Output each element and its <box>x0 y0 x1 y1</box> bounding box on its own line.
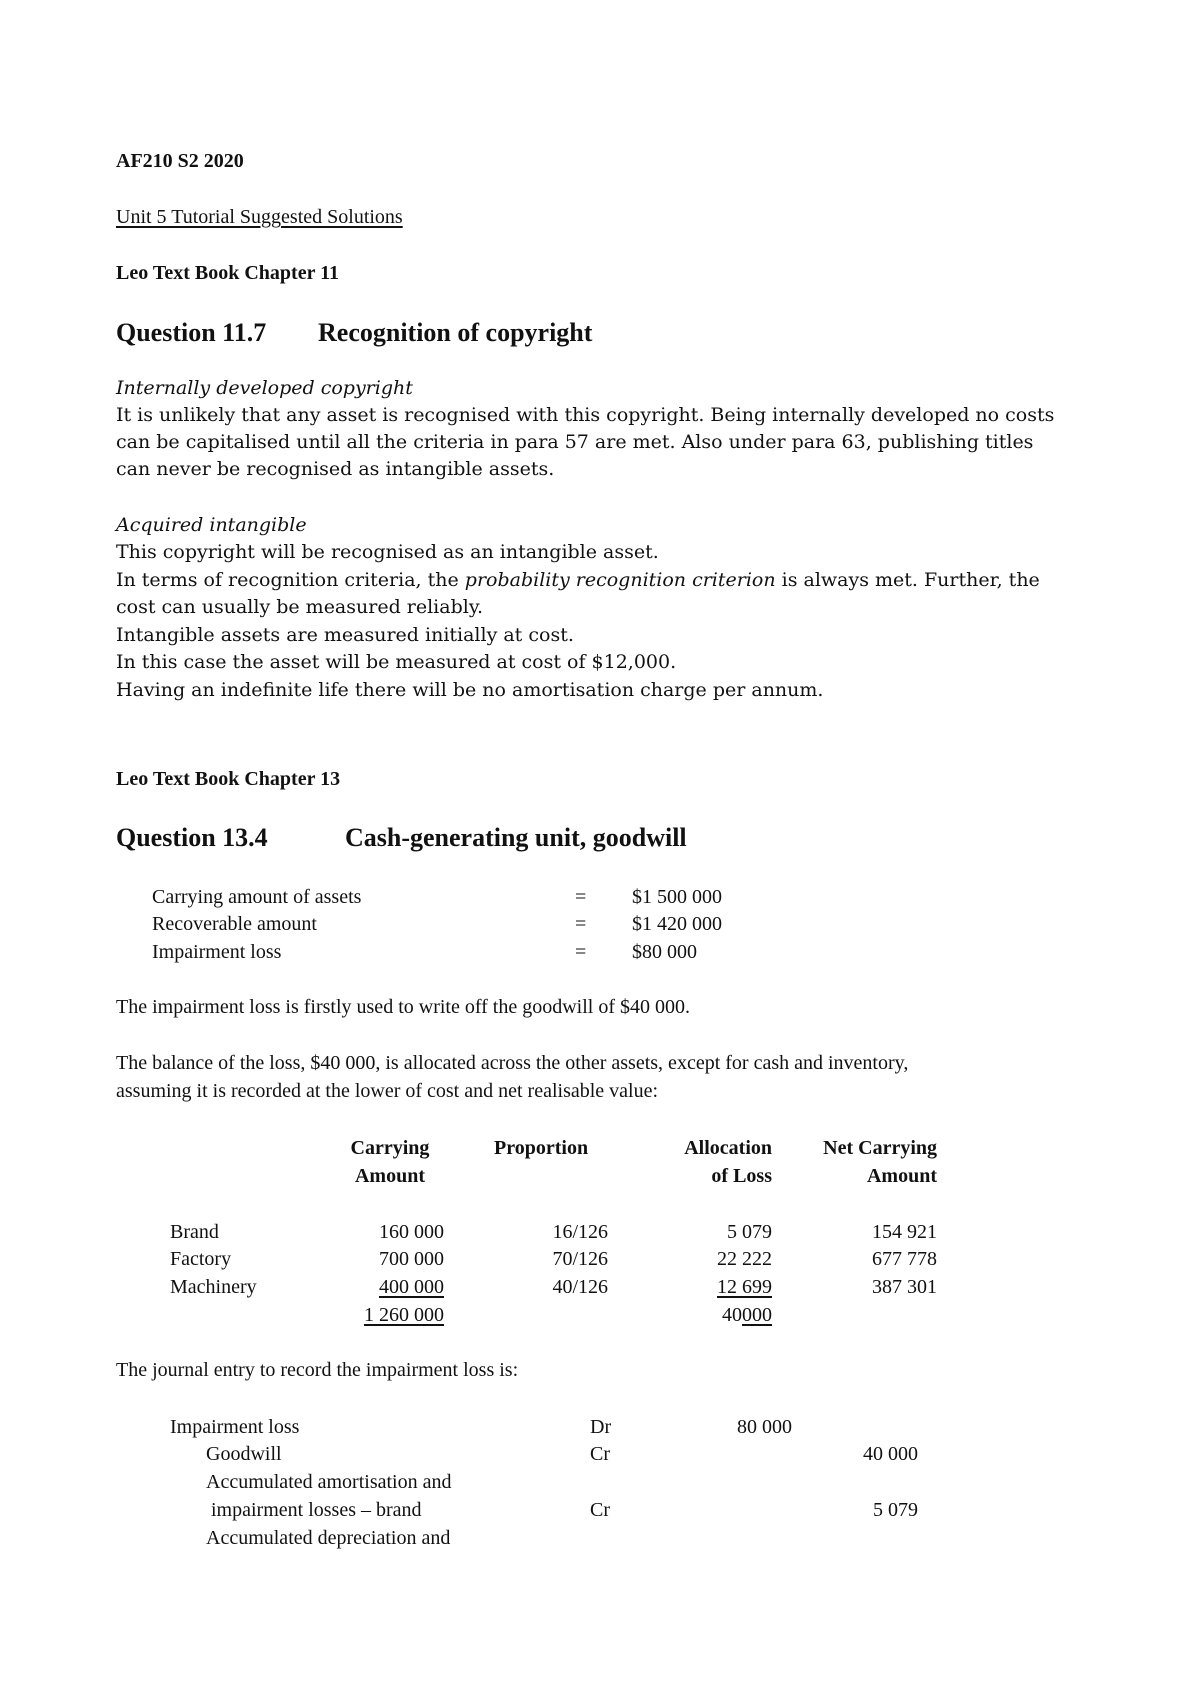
paragraph-balance: The balance of the loss, $40 000, is allocated across the other assets, except for cash and inventory, <box>116 1052 909 1074</box>
internal-line: can be capitalised until all the criteria in para 57 are met. Also under para 63, publishing titles <box>116 431 1034 453</box>
acquired-line-criteria-pre: In terms of recognition criteria, the <box>116 569 465 591</box>
table-cell-net: 154 921 <box>872 1221 937 1243</box>
question-11-7-number: Question 11.7 <box>116 318 267 347</box>
table-cell-proportion: 40/126 <box>552 1276 608 1298</box>
question-13-4-number: Question 13.4 <box>116 823 268 852</box>
table-cell-allocation: 5 079 <box>727 1221 772 1243</box>
chapter-13-heading: Leo Text Book Chapter 13 <box>116 768 341 790</box>
summary-label: Recoverable amount <box>152 913 317 935</box>
internal-heading: Internally developed copyright <box>116 377 413 399</box>
question-13-4-title: Cash-generating unit, goodwill <box>345 823 687 852</box>
journal-account: impairment losses – brand <box>206 1499 422 1521</box>
acquired-line: This copyright will be recognised as an intangible asset. <box>116 541 659 563</box>
total-carrying: 1 260 000 <box>364 1304 444 1326</box>
document-subtitle: Unit 5 Tutorial Suggested Solutions <box>116 206 403 228</box>
probability-criterion-emphasis: probability recognition criterion <box>464 569 776 591</box>
summary-value: $80 000 <box>632 941 697 963</box>
journal-account: Accumulated amortisation and <box>206 1471 452 1493</box>
table-cell-allocation: 22 222 <box>717 1248 772 1270</box>
journal-credit: 5 079 <box>873 1499 918 1521</box>
total-allocation-part2: 000 <box>742 1304 772 1326</box>
paragraph-balance: assuming it is recorded at the lower of cost and net realisable value: <box>116 1080 659 1102</box>
paragraph-goodwill: The impairment loss is firstly used to write off the goodwill of $40 000. <box>116 996 691 1018</box>
acquired-line-criteria-post: is always met. Further, the <box>775 569 1040 591</box>
table-cell-carrying: 160 000 <box>379 1221 444 1243</box>
total-allocation-part1: 40 <box>722 1304 742 1326</box>
table-cell-proportion: 16/126 <box>552 1221 608 1243</box>
acquired-line: cost can usually be measured reliably. <box>116 596 484 618</box>
journal-intro: The journal entry to record the impairment loss is: <box>116 1359 519 1381</box>
journal-account: Goodwill <box>206 1443 282 1465</box>
summary-equals: = <box>575 941 587 963</box>
acquired-line: Intangible assets are measured initially at cost. <box>116 624 574 646</box>
table-row-asset: Factory <box>170 1248 232 1270</box>
acquired-line-criteria <box>116 571 1040 590</box>
question-11-7-title: Recognition of copyright <box>318 318 593 347</box>
header-of-loss: of Loss <box>711 1165 772 1187</box>
summary-value: $1 500 000 <box>632 886 722 908</box>
header-carrying: Carrying <box>350 1137 430 1159</box>
acquired-heading: Acquired intangible <box>116 514 307 536</box>
journal-drcr: Dr <box>590 1416 612 1438</box>
journal-account: Accumulated depreciation and <box>206 1527 451 1549</box>
acquired-line: Having an indefinite life there will be no amortisation charge per annum. <box>116 679 824 701</box>
header-proportion: Proportion <box>494 1137 589 1159</box>
acquired-line: In this case the asset will be measured at cost of $12,000. <box>116 651 677 673</box>
journal-credit: 40 000 <box>863 1443 918 1465</box>
header-net-amount: Amount <box>866 1165 937 1187</box>
internal-line: can never be recognised as intangible assets. <box>116 458 555 480</box>
journal-debit: 80 000 <box>737 1416 792 1438</box>
table-row-asset: Brand <box>170 1221 219 1243</box>
journal-drcr: Cr <box>590 1499 610 1521</box>
chapter-11-heading: Leo Text Book Chapter 11 <box>116 262 339 284</box>
table-cell-allocation: 12 699 <box>717 1276 772 1298</box>
summary-value: $1 420 000 <box>632 913 722 935</box>
table-row-asset: Machinery <box>170 1276 257 1298</box>
table-cell-net: 677 778 <box>872 1248 937 1270</box>
journal-drcr: Cr <box>590 1443 610 1465</box>
course-code: AF210 S2 2020 <box>116 150 244 172</box>
summary-equals: = <box>575 913 587 935</box>
header-allocation: Allocation <box>684 1137 772 1159</box>
total-allocation <box>650 1305 772 1325</box>
internal-line: It is unlikely that any asset is recognised with this copyright. Being internally developed no costs <box>116 404 1055 426</box>
summary-equals: = <box>575 886 587 908</box>
journal-account: Impairment loss <box>170 1416 300 1438</box>
table-cell-carrying: 700 000 <box>379 1248 444 1270</box>
summary-label: Impairment loss <box>152 941 282 963</box>
table-cell-carrying: 400 000 <box>379 1276 444 1298</box>
table-cell-net: 387 301 <box>872 1276 937 1298</box>
table-cell-proportion: 70/126 <box>552 1248 608 1270</box>
summary-label: Carrying amount of assets <box>152 886 362 908</box>
header-net-carrying: Net Carrying <box>823 1137 937 1159</box>
header-amount: Amount <box>354 1165 425 1187</box>
